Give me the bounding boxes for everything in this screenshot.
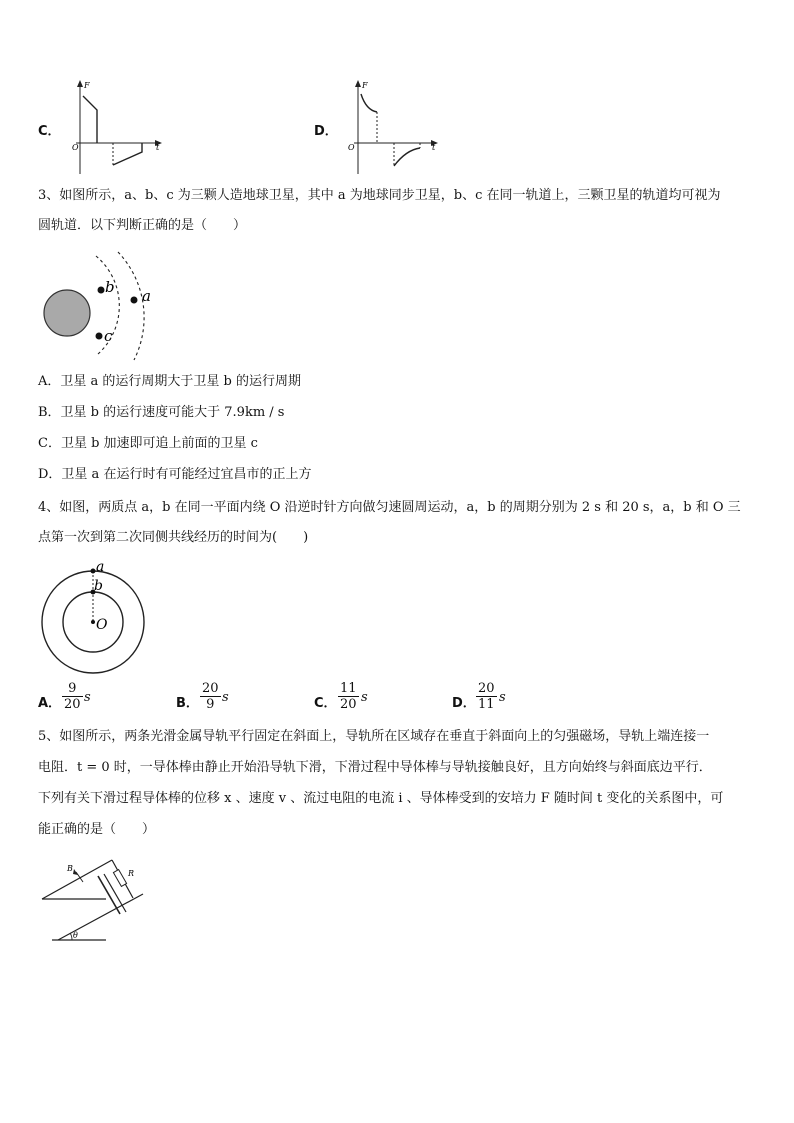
axis-label-f: F — [84, 81, 90, 90]
label-c: c — [104, 327, 113, 345]
label-b-field: B — [67, 864, 73, 873]
option-label: B． — [176, 696, 199, 711]
resistor-shape — [113, 870, 126, 887]
q2-graph-d — [344, 78, 444, 178]
question-3-option-a: A．卫星 a 的运行周期大于卫星 b 的运行周期 — [38, 374, 301, 389]
label-o: O — [96, 617, 108, 633]
upper-rail-top — [42, 860, 112, 899]
orbit-a — [118, 252, 144, 360]
option-label: D． — [314, 124, 338, 139]
option-label: C． — [38, 124, 61, 139]
axis-label-o: O — [72, 143, 79, 152]
satellite-b — [98, 287, 105, 294]
satellite-orbit-figure — [38, 250, 178, 362]
question-5-text-line2: 电阻．t = 0 时，一导体棒由静止开始沿导轨下滑，下滑过程中导体棒与导轨接触良好，且方向始终与斜面底边平行． — [38, 760, 712, 775]
option-label: C． — [314, 696, 337, 711]
label-a: a — [142, 287, 151, 305]
circular-motion-figure — [38, 560, 150, 674]
option-label: D． — [452, 696, 476, 711]
option-label: A． — [38, 696, 62, 711]
question-5-text-line3: 下列有关下滑过程导体棒的位移 x 、速度 v 、流过电阻的电流 i 、导体棒受到的安培力 F 随时间 t 变化的关系图中，可 — [38, 791, 724, 806]
fraction: $\frac{9}{20}$ — [64, 681, 81, 712]
unit: s — [222, 690, 229, 705]
question-3-option-c: C．卫星 b 加速即可追上前面的卫星 c — [38, 436, 258, 451]
question-3-option-d: D．卫星 a 在运行时有可能经过宜昌市的正上方 — [38, 467, 312, 482]
label-b: b — [94, 578, 103, 594]
axis-label-t: t — [156, 143, 160, 152]
point-a — [91, 569, 96, 574]
fraction: $\frac{20}{11}$ — [478, 681, 495, 712]
earth-shape — [44, 290, 90, 336]
question-3-text-line1: 3、如图所示，a、b、c 为三颗人造地球卫星，其中 a 为地球同步卫星，b、c 在同一轨道上，三颗卫星的轨道均可视为 — [38, 188, 721, 203]
q2-graph-c — [70, 78, 170, 178]
question-5-text-line1: 5、如图所示，两条光滑金属导轨平行固定在斜面上，导轨所在区域存在垂直于斜面向上的匀强磁场，导轨上端连接一 — [38, 729, 710, 744]
satellite-a — [131, 297, 138, 304]
question-4-text-line2: 点第一次到第二次同侧共线经历的时间为( ) — [38, 530, 309, 545]
label-b: b — [105, 278, 115, 296]
axis-label-o: O — [348, 143, 355, 152]
axis-label-t: t — [432, 143, 436, 152]
unit: s — [499, 690, 506, 705]
label-theta: θ — [73, 931, 78, 940]
question-3-text-line2: 圆轨道．以下判断正确的是（ ） — [38, 218, 247, 233]
unit: s — [84, 690, 91, 705]
incline-line — [58, 894, 143, 940]
label-r: R — [128, 869, 135, 878]
fraction: $\frac{20}{9}$ — [202, 681, 219, 712]
axis-label-f: F — [362, 81, 368, 90]
question-5-text-line4: 能正确的是（ ） — [38, 822, 156, 837]
point-o — [91, 620, 95, 624]
incline-rail-figure — [40, 852, 150, 947]
angle-arc — [70, 933, 72, 940]
unit: s — [361, 690, 368, 705]
satellite-c — [96, 333, 103, 340]
question-4-text-line1: 4、如图，两质点 a，b 在同一平面内绕 O 沿逆时针方向做匀速圆周运动，a，b 的周期分别为 2 s 和 20 s，a，b 和 O 三 — [38, 500, 741, 515]
question-3-option-b: B．卫星 b 的运行速度可能大于 7.9km / s — [38, 405, 285, 420]
fraction: $\frac{11}{20}$ — [340, 681, 357, 712]
label-a: a — [96, 560, 105, 575]
